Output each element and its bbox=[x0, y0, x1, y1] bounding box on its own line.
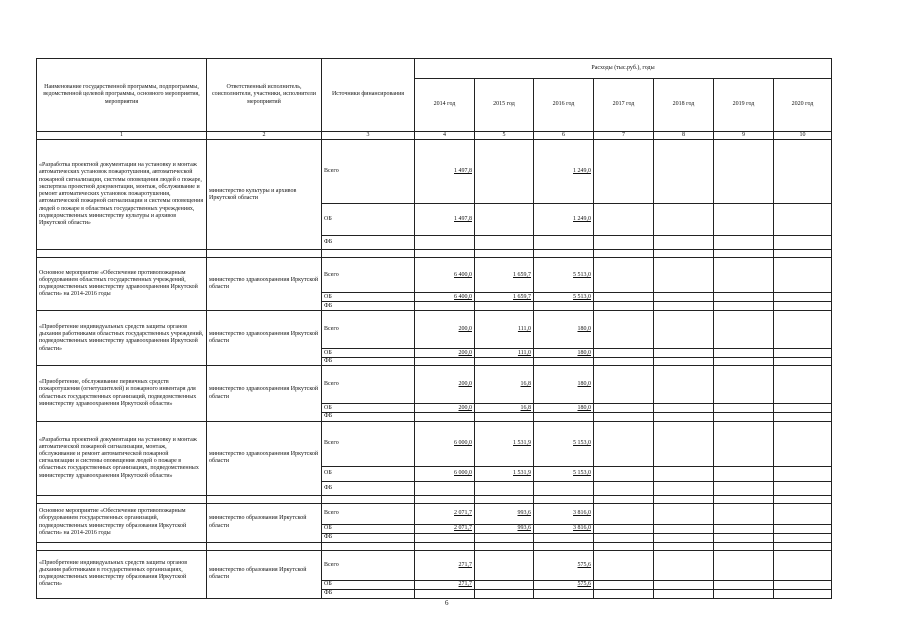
expense-value bbox=[654, 589, 714, 598]
expense-value: 16,8 bbox=[475, 366, 534, 404]
column-number: 2 bbox=[207, 132, 322, 140]
activity-name: Основное мероприятие «Обеспечение противопожарным оборудованием областных государственных учреждений, подведомственных министерству здравоохранения Иркутской области» на 2014-2016 годы bbox=[37, 258, 207, 311]
expense-value bbox=[714, 550, 774, 580]
funding-source: ОБ bbox=[322, 204, 415, 236]
spacer-cell bbox=[774, 495, 832, 503]
column-number: 4 bbox=[415, 132, 475, 140]
expense-value bbox=[475, 533, 534, 542]
expense-value bbox=[594, 302, 654, 311]
expense-value bbox=[714, 302, 774, 311]
expense-value bbox=[415, 236, 475, 250]
funding-source: ОБ bbox=[322, 349, 415, 358]
spacer-cell bbox=[207, 542, 322, 550]
funding-source: Всего bbox=[322, 503, 415, 524]
expense-value: 16,8 bbox=[475, 404, 534, 413]
expense-value bbox=[774, 311, 832, 349]
executor: министерство здравоохранения Иркутской области bbox=[207, 421, 322, 495]
expense-value bbox=[475, 550, 534, 580]
spacer-cell bbox=[475, 250, 534, 258]
expense-value bbox=[534, 589, 594, 598]
expense-value bbox=[714, 533, 774, 542]
expense-value bbox=[774, 503, 832, 524]
expense-value: 1 497,8 bbox=[415, 140, 475, 204]
expense-value: 111,0 bbox=[475, 311, 534, 349]
expense-value bbox=[475, 302, 534, 311]
expense-value bbox=[594, 503, 654, 524]
expense-value: 2 071,7 bbox=[415, 503, 475, 524]
expense-value bbox=[714, 580, 774, 589]
activity-name: «Разработка проектной документации на установку и монтаж автоматических установок пожаротушения, автоматической пожарной сигнализации, системы оповещения людей о пожаре, экспертиза проектной документации, монтаж, обслуживание и ремонт автоматических установок пожаротушения, автоматической пожарной сигнализации и системы оповещения людей о пожаре в областных государственных учреждениях, подведомственных министерству культуры и архивов Иркутской области» bbox=[37, 140, 207, 250]
expense-value: 575,6 bbox=[534, 580, 594, 589]
spacer-cell bbox=[475, 542, 534, 550]
funding-source: Всего bbox=[322, 366, 415, 404]
spacer-cell bbox=[594, 495, 654, 503]
table-row bbox=[37, 550, 832, 580]
expense-value bbox=[654, 421, 714, 466]
expense-value bbox=[774, 293, 832, 302]
expense-value bbox=[475, 236, 534, 250]
table-row bbox=[37, 311, 832, 349]
column-number: 10 bbox=[774, 132, 832, 140]
spacer-cell bbox=[37, 250, 207, 258]
expense-value bbox=[534, 358, 594, 366]
expense-value bbox=[714, 404, 774, 413]
expense-value bbox=[654, 311, 714, 349]
expense-value bbox=[594, 204, 654, 236]
expense-value bbox=[774, 524, 832, 533]
expense-value: 200,0 bbox=[415, 366, 475, 404]
expense-value bbox=[475, 140, 534, 204]
expense-value: 6 400,0 bbox=[415, 258, 475, 293]
executor: министерство образования Иркутской области bbox=[207, 550, 322, 598]
executor: министерство здравоохранения Иркутской области bbox=[207, 311, 322, 366]
expense-value: 180,0 bbox=[534, 311, 594, 349]
expense-value bbox=[774, 349, 832, 358]
expense-value: 1 531,9 bbox=[475, 421, 534, 466]
expense-value bbox=[774, 204, 832, 236]
expense-value bbox=[714, 503, 774, 524]
expense-value bbox=[774, 533, 832, 542]
expense-value bbox=[415, 589, 475, 598]
expense-value bbox=[594, 550, 654, 580]
expense-value: 200,0 bbox=[415, 311, 475, 349]
expense-value bbox=[654, 503, 714, 524]
table-row bbox=[37, 421, 832, 466]
expense-value: 1 531,9 bbox=[475, 466, 534, 481]
spacer-cell bbox=[654, 250, 714, 258]
expense-value: 180,0 bbox=[534, 349, 594, 358]
expense-value bbox=[534, 236, 594, 250]
expense-value: 271,7 bbox=[415, 580, 475, 589]
expense-value bbox=[415, 413, 475, 421]
expense-value bbox=[594, 358, 654, 366]
expense-value bbox=[714, 140, 774, 204]
expense-value bbox=[654, 533, 714, 542]
executor: министерство здравоохранения Иркутской области bbox=[207, 258, 322, 311]
executor: министерство здравоохранения Иркутской области bbox=[207, 366, 322, 421]
table-row bbox=[37, 140, 832, 204]
expense-value bbox=[415, 481, 475, 495]
expense-value bbox=[774, 481, 832, 495]
funding-source: ОБ bbox=[322, 580, 415, 589]
expense-value bbox=[714, 481, 774, 495]
expense-value bbox=[594, 533, 654, 542]
table-row bbox=[37, 503, 832, 524]
funding-source: Всего bbox=[322, 258, 415, 293]
expense-value: 200,0 bbox=[415, 349, 475, 358]
header-expenses: Расходы (тыс.руб.), годы bbox=[415, 59, 832, 79]
spacer-cell bbox=[534, 495, 594, 503]
header-program: Наименование государственной программы, подпрограммы, ведомственной целевой программы, основного мероприятия, мероприятия bbox=[37, 59, 207, 132]
spacer-cell bbox=[534, 542, 594, 550]
expense-value bbox=[534, 413, 594, 421]
table-row bbox=[37, 258, 832, 293]
expense-value bbox=[714, 293, 774, 302]
expense-value: 271,7 bbox=[415, 550, 475, 580]
spacer-cell bbox=[415, 495, 475, 503]
spacer-cell bbox=[207, 250, 322, 258]
header-executor: Ответственный исполнитель, соисполнители, участники, исполнители мероприятий bbox=[207, 59, 322, 132]
spacer-cell bbox=[774, 542, 832, 550]
expense-value bbox=[475, 580, 534, 589]
expense-value bbox=[594, 140, 654, 204]
funding-source: ОБ bbox=[322, 293, 415, 302]
activity-name: Основное мероприятие «Обеспечение противопожарным оборудованием государственных организаций, подведомственных министерству образования Иркутской области» на 2014-2016 годы bbox=[37, 503, 207, 542]
expense-value bbox=[714, 311, 774, 349]
expense-value bbox=[415, 533, 475, 542]
funding-source: ФБ bbox=[322, 236, 415, 250]
expense-value bbox=[714, 466, 774, 481]
expense-value bbox=[654, 413, 714, 421]
funding-source: ФБ bbox=[322, 481, 415, 495]
expense-value: 3 816,0 bbox=[534, 524, 594, 533]
column-number: 8 bbox=[654, 132, 714, 140]
expense-value bbox=[714, 204, 774, 236]
expense-value bbox=[475, 358, 534, 366]
column-number: 3 bbox=[322, 132, 415, 140]
expense-value bbox=[714, 421, 774, 466]
expense-value bbox=[774, 404, 832, 413]
spacer-cell bbox=[415, 250, 475, 258]
funding-source: Всего bbox=[322, 550, 415, 580]
expense-value bbox=[654, 140, 714, 204]
funding-source: ФБ bbox=[322, 533, 415, 542]
expense-value: 575,6 bbox=[534, 550, 594, 580]
funding-source: Всего bbox=[322, 421, 415, 466]
spacer-cell bbox=[714, 542, 774, 550]
expense-value bbox=[594, 293, 654, 302]
expense-value: 1 497,8 bbox=[415, 204, 475, 236]
expense-value bbox=[594, 589, 654, 598]
expense-value bbox=[475, 204, 534, 236]
expense-value bbox=[654, 524, 714, 533]
expense-value: 2 071,7 bbox=[415, 524, 475, 533]
expense-value bbox=[654, 404, 714, 413]
spacer-cell bbox=[714, 250, 774, 258]
expense-value bbox=[534, 533, 594, 542]
funding-source: ФБ bbox=[322, 302, 415, 311]
expense-value: 6 000,0 bbox=[415, 466, 475, 481]
funding-source: Всего bbox=[322, 140, 415, 204]
spacer-cell bbox=[37, 542, 207, 550]
row-spacer bbox=[37, 495, 832, 503]
expense-value: 1 659,7 bbox=[475, 258, 534, 293]
expense-value bbox=[774, 589, 832, 598]
expense-value bbox=[594, 366, 654, 404]
expense-value bbox=[534, 481, 594, 495]
spacer-cell bbox=[594, 542, 654, 550]
expense-value: 1 249,0 bbox=[534, 140, 594, 204]
expense-value bbox=[654, 358, 714, 366]
expense-value bbox=[654, 349, 714, 358]
spacer-cell bbox=[415, 542, 475, 550]
spacer-cell bbox=[475, 495, 534, 503]
row-spacer bbox=[37, 542, 832, 550]
funding-source: ОБ bbox=[322, 404, 415, 413]
funding-source: ОБ bbox=[322, 524, 415, 533]
spacer-cell bbox=[322, 542, 415, 550]
spacer-cell bbox=[654, 495, 714, 503]
expense-value bbox=[654, 236, 714, 250]
expense-value: 180,0 bbox=[534, 366, 594, 404]
expense-value bbox=[714, 236, 774, 250]
expense-value: 993,6 bbox=[475, 503, 534, 524]
header-year: 2014 год bbox=[415, 79, 475, 132]
expense-value: 6 400,0 bbox=[415, 293, 475, 302]
expense-value bbox=[774, 358, 832, 366]
executor: министерство культуры и архивов Иркутской области bbox=[207, 140, 322, 250]
spacer-cell bbox=[774, 250, 832, 258]
spacer-cell bbox=[37, 495, 207, 503]
expense-value bbox=[534, 302, 594, 311]
expense-value: 6 000,0 bbox=[415, 421, 475, 466]
expense-value bbox=[774, 140, 832, 204]
expense-value bbox=[594, 349, 654, 358]
header-year: 2018 год bbox=[654, 79, 714, 132]
spacer-cell bbox=[534, 250, 594, 258]
header-year: 2016 год bbox=[534, 79, 594, 132]
expense-value bbox=[654, 258, 714, 293]
row-spacer bbox=[37, 250, 832, 258]
table-header bbox=[37, 59, 832, 140]
column-number: 1 bbox=[37, 132, 207, 140]
spacer-cell bbox=[654, 542, 714, 550]
expense-value bbox=[594, 311, 654, 349]
expense-value: 200,0 bbox=[415, 404, 475, 413]
expense-value bbox=[714, 524, 774, 533]
expense-value bbox=[714, 366, 774, 404]
table-body bbox=[37, 140, 832, 598]
expense-value bbox=[714, 258, 774, 293]
activity-name: «Приобретение индивидуальных средств защиты органов дыхания работниками областных государственных учреждений, подведомственных министерству здравоохранения Иркутской области» bbox=[37, 311, 207, 366]
expense-value bbox=[475, 589, 534, 598]
expense-value bbox=[774, 580, 832, 589]
expense-value bbox=[654, 580, 714, 589]
expense-value: 5 513,0 bbox=[534, 293, 594, 302]
expense-value: 180,0 bbox=[534, 404, 594, 413]
expense-value bbox=[654, 466, 714, 481]
expense-value bbox=[774, 302, 832, 311]
expense-value bbox=[594, 413, 654, 421]
page-number: 6 bbox=[445, 599, 449, 607]
expense-value: 5 153,0 bbox=[534, 466, 594, 481]
spacer-cell bbox=[207, 495, 322, 503]
expense-value bbox=[594, 580, 654, 589]
expense-value: 5 513,0 bbox=[534, 258, 594, 293]
expense-value bbox=[594, 481, 654, 495]
column-number: 9 bbox=[714, 132, 774, 140]
spacer-cell bbox=[594, 250, 654, 258]
budget-table bbox=[36, 58, 832, 599]
expense-value bbox=[774, 366, 832, 404]
expense-value bbox=[415, 358, 475, 366]
spacer-cell bbox=[322, 250, 415, 258]
funding-source: ФБ bbox=[322, 358, 415, 366]
header-year: 2019 год bbox=[714, 79, 774, 132]
column-number: 5 bbox=[475, 132, 534, 140]
expense-value bbox=[654, 366, 714, 404]
expense-value: 1 249,0 bbox=[534, 204, 594, 236]
column-number: 7 bbox=[594, 132, 654, 140]
expense-value bbox=[654, 550, 714, 580]
expense-value bbox=[594, 524, 654, 533]
spacer-cell bbox=[322, 495, 415, 503]
funding-source: ФБ bbox=[322, 413, 415, 421]
expense-value bbox=[475, 413, 534, 421]
table-row bbox=[37, 366, 832, 404]
expense-value bbox=[654, 293, 714, 302]
expense-value: 3 816,0 bbox=[534, 503, 594, 524]
expense-value bbox=[774, 236, 832, 250]
expense-value bbox=[774, 466, 832, 481]
expense-value bbox=[594, 466, 654, 481]
expense-value bbox=[654, 204, 714, 236]
header-source: Источники финансирования bbox=[322, 59, 415, 132]
expense-value bbox=[774, 421, 832, 466]
expense-value bbox=[654, 481, 714, 495]
activity-name: «Приобретение, обслуживание первичных средств пожаротушения (огнетушителей) и пожарного инвентаря для областных государственных организаций, подведомственных министерству здравоохранения Иркутской области» bbox=[37, 366, 207, 421]
expense-value bbox=[774, 413, 832, 421]
expense-value bbox=[714, 358, 774, 366]
expense-value: 993,6 bbox=[475, 524, 534, 533]
header-year: 2017 год bbox=[594, 79, 654, 132]
expense-value bbox=[594, 421, 654, 466]
expense-value bbox=[594, 236, 654, 250]
expense-value bbox=[774, 550, 832, 580]
header-year: 2015 год bbox=[475, 79, 534, 132]
expense-value: 111,0 bbox=[475, 349, 534, 358]
activity-name: «Приобретение индивидуальных средств защиты органов дыхания работниками в государственных организациях, подведомственных министерству образования Иркутской области» bbox=[37, 550, 207, 598]
funding-source: Всего bbox=[322, 311, 415, 349]
activity-name: «Разработка проектной документации на установку и монтаж автоматической пожарной сигнализации, монтаж, обслуживание и ремонт автоматической пожарной сигнализации и системы оповещения людей о пожаре в областных государственных организациях, подведомственных министерству здравоохранения Иркутской области» bbox=[37, 421, 207, 495]
expense-value: 1 659,7 bbox=[475, 293, 534, 302]
column-number: 6 bbox=[534, 132, 594, 140]
expense-value bbox=[714, 413, 774, 421]
expense-value bbox=[654, 302, 714, 311]
funding-source: ОБ bbox=[322, 466, 415, 481]
expense-value bbox=[714, 349, 774, 358]
expense-value: 5 153,0 bbox=[534, 421, 594, 466]
expense-value bbox=[594, 404, 654, 413]
expense-value bbox=[415, 302, 475, 311]
header-year: 2020 год bbox=[774, 79, 832, 132]
expense-value bbox=[774, 258, 832, 293]
spacer-cell bbox=[714, 495, 774, 503]
expense-value bbox=[475, 481, 534, 495]
executor: министерство образования Иркутской области bbox=[207, 503, 322, 542]
expense-value bbox=[594, 258, 654, 293]
funding-source: ФБ bbox=[322, 589, 415, 598]
expense-value bbox=[714, 589, 774, 598]
